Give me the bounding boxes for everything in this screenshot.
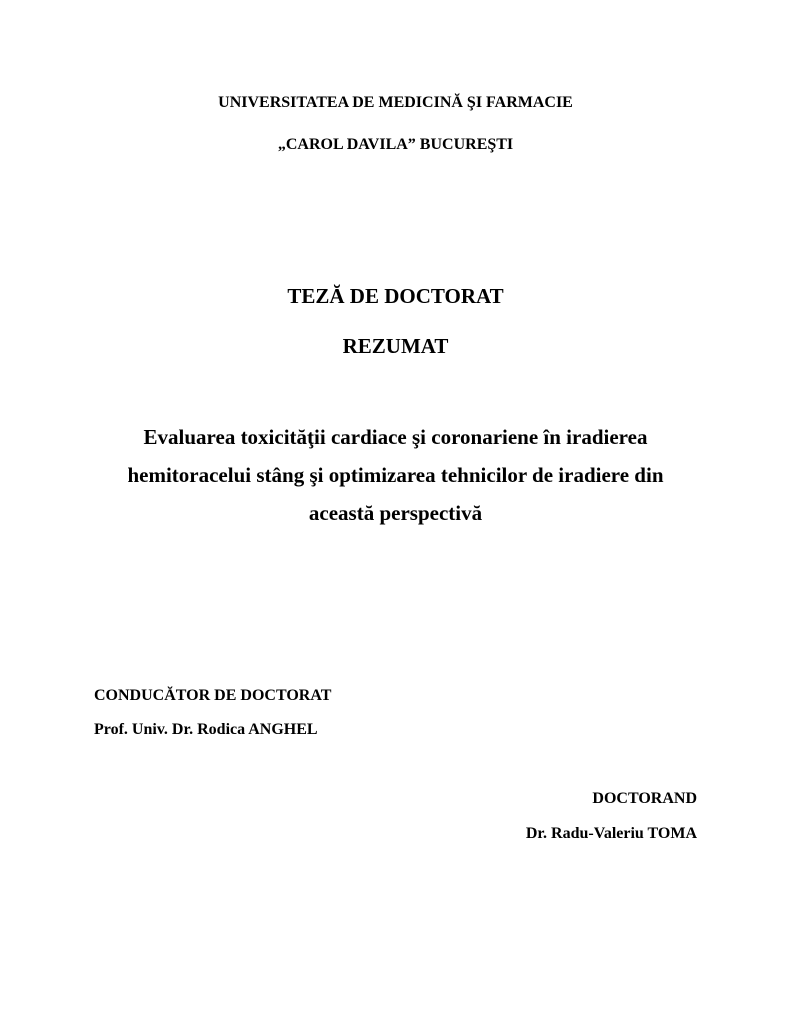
candidate-name: Dr. Radu-Valeriu TOMA	[525, 825, 697, 842]
candidate-label: DOCTORAND	[592, 790, 697, 807]
document-subtype: REZUMAT	[342, 334, 449, 358]
supervisor-label: CONDUCĂTOR DE DOCTORAT	[94, 687, 332, 704]
supervisor-name: Prof. Univ. Dr. Rodica ANGHEL	[94, 721, 318, 738]
university-name: UNIVERSITATEA DE MEDICINĂ ŞI FARMACIE	[218, 94, 573, 111]
document-type: TEZĂ DE DOCTORAT	[287, 284, 504, 308]
university-subtitle: „CAROL DAVILA” BUCUREŞTI	[277, 136, 514, 153]
thesis-title-line: Evaluarea toxicităţii cardiace şi coronariene în iradierea	[143, 425, 648, 449]
thesis-title	[60, 418, 731, 532]
thesis-title-line: această perspectivă	[308, 501, 483, 525]
thesis-title-line: hemitoracelui stâng şi optimizarea tehnicilor de iradiere din	[127, 463, 664, 487]
